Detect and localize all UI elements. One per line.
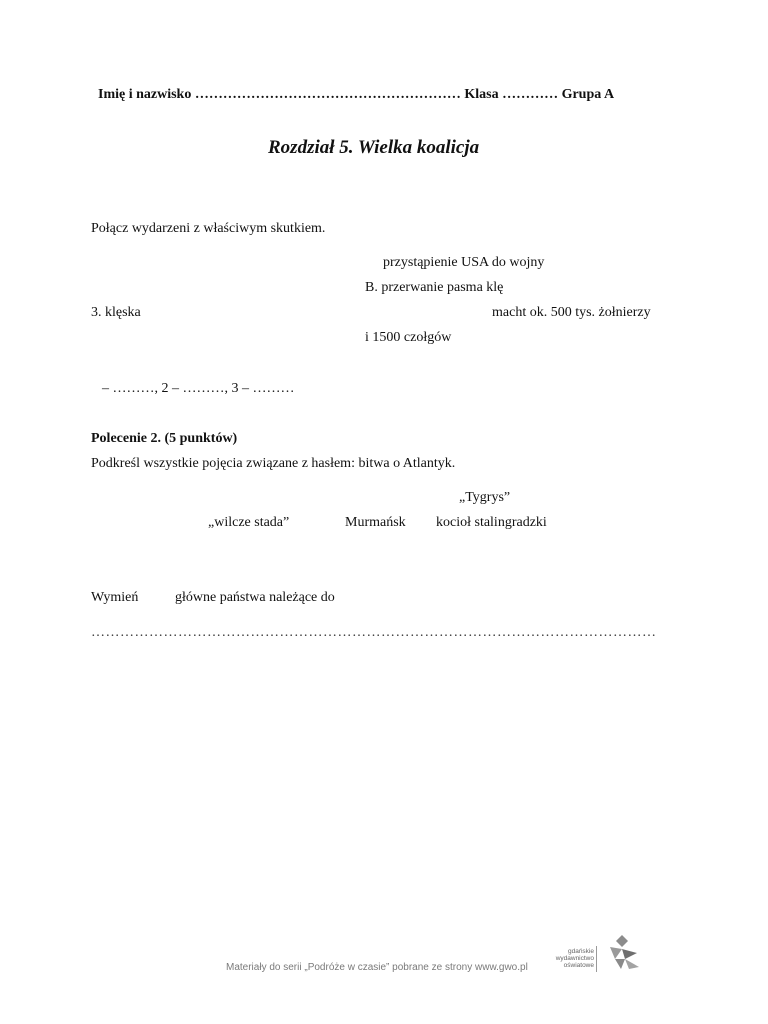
task1-item-b-cont2: i 1500 czołgów	[365, 330, 452, 345]
task3-instruction-rest: główne państwa należące do	[175, 590, 335, 605]
chapter-title: Rozdział 5. Wielka koalicja	[268, 137, 480, 158]
task2-instruction: Podkreśl wszystkie pojęcia związane z hasłem: bitwa o Atlantyk.	[91, 456, 456, 471]
publisher-divider	[596, 946, 597, 972]
term-kociol-stalingradzki: kocioł stalingradzki	[436, 515, 547, 530]
term-wilcze-stada: „wilcze stada”	[208, 515, 290, 530]
publisher-line-1: gdańskie	[567, 948, 594, 955]
task1-item-b-cont: macht ok. 500 tys. żołnierzy	[492, 305, 651, 320]
term-murmansk: Murmańsk	[345, 515, 406, 530]
task2-heading: Polecenie 2. (5 punktów)	[91, 431, 238, 446]
footer-text: Materiały do serii „Podróże w czasie” pobrane ze strony www.gwo.pl	[226, 962, 528, 973]
publisher-logo-icon	[603, 933, 641, 971]
task1-item-b: B. przerwanie pasma klę	[365, 280, 504, 295]
publisher-line-2: wydawnictwo	[555, 955, 594, 962]
publisher-line-3: oświatowe	[563, 962, 594, 969]
name-class-line: Imię i nazwisko ………………………………………………… Klasa ………… Grupa A	[98, 87, 615, 102]
task1-item-3: 3. klęska	[91, 305, 141, 320]
publisher-name	[546, 948, 594, 969]
task3-answer-line: ………………………………………………………………………………………………………	[91, 625, 657, 640]
task1-instruction: Połącz wydarzeni z właściwym skutkiem.	[91, 221, 326, 236]
term-tygrys: „Tygrys”	[459, 490, 511, 505]
task1-answers: – ………, 2 – ………, 3 – ………	[102, 381, 295, 396]
task1-item-a: przystąpienie USA do wojny	[383, 255, 545, 270]
task3-instruction-word: Wymień	[91, 590, 139, 605]
